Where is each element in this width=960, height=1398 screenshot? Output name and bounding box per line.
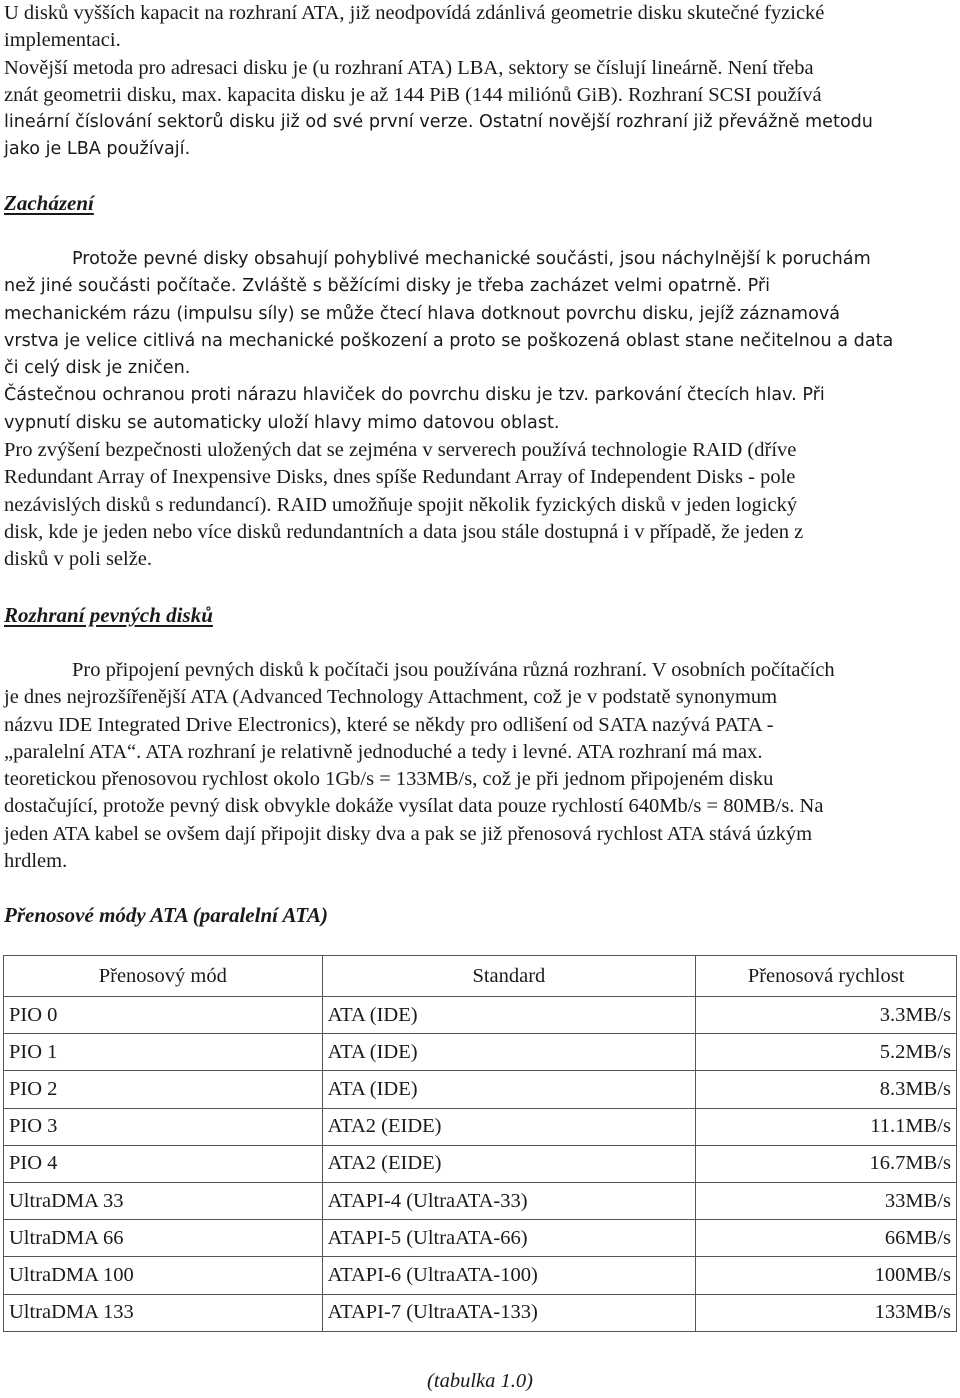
heading-handling: Zacházení xyxy=(4,191,94,215)
raid-line-5: disků v poli selže. xyxy=(4,548,153,571)
cell-mode: UltraDMA 33 xyxy=(4,1182,323,1219)
cell-standard: ATA2 (EIDE) xyxy=(322,1108,696,1145)
cell-mode: PIO 3 xyxy=(4,1108,323,1145)
cell-standard: ATAPI-6 (UltraATA-100) xyxy=(322,1257,696,1294)
intro-line-5: lineární číslování sektorů disku již od své první verze. Ostatní novější rozhraní již převážně metodu xyxy=(4,112,873,133)
cell-mode: UltraDMA 100 xyxy=(4,1257,323,1294)
intro-line-2: implementaci. xyxy=(4,29,121,52)
interfaces-line-2: je dnes nejrozšířenější ATA (Advanced Technology Attachment, což je v podstatě synonymum xyxy=(4,686,778,709)
table-row xyxy=(4,1108,957,1145)
cell-standard: ATAPI-4 (UltraATA-33) xyxy=(322,1182,696,1219)
intro-line-4: znát geometrii disku, max. kapacita disku je až 144 PiB (144 miliónů GiB). Rozhraní SCSI používá xyxy=(4,83,822,106)
table-caption: (tabulka 1.0) xyxy=(427,1370,533,1392)
table-row xyxy=(4,1257,957,1294)
heading-interfaces: Rozhraní pevných disků xyxy=(4,603,213,627)
header-standard: Standard xyxy=(322,956,696,997)
table-header-row xyxy=(4,956,957,997)
cell-mode: UltraDMA 66 xyxy=(4,1220,323,1257)
cell-standard: ATA (IDE) xyxy=(322,1034,696,1071)
raid-line-3: nezávislých disků s redundancí). RAID umožňuje spojit několik fyzických disků v jeden logický xyxy=(4,493,798,516)
handling-line-5: či celý disk je zničen. xyxy=(4,358,191,379)
table-row xyxy=(4,1220,957,1257)
raid-line-1: Pro zvýšení bezpečnosti uložených dat se zejména v serverech používá technologie RAID (dříve xyxy=(4,439,797,461)
handling-line-6: Částečnou ochranou proti nárazu hlaviček do povrchu disku je tzv. parkování čtecích hlav. Při xyxy=(4,385,825,406)
handling-line-7: vypnutí disku se automaticky uloží hlavy mimo datovou oblast. xyxy=(4,412,560,433)
intro-line-1: U disků vyšších kapacit na rozhraní ATA, již neodpovídá zdánlivá geometrie disku skutečné fyzické xyxy=(4,2,825,24)
raid-line-4: disk, kde je jeden nebo více disků redundantních a data jsou stále dostupná i v případě, že jeden z xyxy=(4,520,804,543)
cell-standard: ATAPI-5 (UltraATA-66) xyxy=(322,1220,696,1257)
cell-speed: 8.3MB/s xyxy=(696,1071,957,1108)
raid-paragraph xyxy=(4,437,956,573)
table-row xyxy=(4,1145,957,1182)
cell-speed: 66MB/s xyxy=(696,1220,957,1257)
handling-line-4: vrstva je velice citlivá na mechanické poškození a proto se poškozená oblast stane nečitelnou a data xyxy=(4,330,894,351)
handling-line-2: než jiné součásti počítače. Zvláště s běžícími disky je třeba zacházet velmi opatrně. Při xyxy=(4,276,770,297)
intro-line-6: jako je LBA používají. xyxy=(4,139,191,160)
header-mode: Přenosový mód xyxy=(4,956,323,997)
handling-line-3: mechanickém rázu (impulsu síly) se může čtecí hlava dotknout povrchu disku, jejíž záznamová xyxy=(4,303,841,324)
cell-mode: PIO 0 xyxy=(4,997,323,1034)
cell-mode: PIO 1 xyxy=(4,1034,323,1071)
interfaces-line-5: teoretickou přenosovou rychlost okolo 1Gb/s = 133MB/s, což je při jednom připojeném disku xyxy=(4,768,774,791)
cell-speed: 5.2MB/s xyxy=(696,1034,957,1071)
interfaces-line-6: dostačující, protože pevný disk obvykle dokáže vysílat data pouze rychlostí 640Mb/s = 80MB/s. Na xyxy=(4,795,824,818)
cell-speed: 33MB/s xyxy=(696,1182,957,1219)
handling-line-1: Protože pevné disky obsahují pohyblivé mechanické součásti, jsou náchylnější k poruchám xyxy=(72,249,871,269)
interfaces-line-7: jeden ATA kabel se ovšem dají připojit disky dva a pak se již přenosová rychlost ATA stává úzkým xyxy=(4,822,813,845)
header-speed: Přenosová rychlost xyxy=(696,956,957,997)
interfaces-paragraph xyxy=(4,657,956,875)
cell-speed: 3.3MB/s xyxy=(696,997,957,1034)
intro-paragraph xyxy=(4,0,956,164)
table-row xyxy=(4,1071,957,1108)
interfaces-line-3: názvu IDE Integrated Drive Electronics), které se někdy pro odlišení od SATA nazývá PATA - xyxy=(4,713,774,736)
table-row xyxy=(4,1182,957,1219)
transfer-modes-table xyxy=(3,955,957,1332)
table-row xyxy=(4,997,957,1034)
cell-standard: ATA (IDE) xyxy=(322,1071,696,1108)
cell-mode: UltraDMA 133 xyxy=(4,1294,323,1331)
handling-paragraph xyxy=(4,246,956,437)
interfaces-line-8: hrdlem. xyxy=(4,850,68,873)
cell-standard: ATAPI-7 (UltraATA-133) xyxy=(322,1294,696,1331)
raid-line-2: Redundant Array of Inexpensive Disks, dnes spíše Redundant Array of Independent Disks - pole xyxy=(4,466,796,489)
cell-speed: 16.7MB/s xyxy=(696,1145,957,1182)
cell-speed: 100MB/s xyxy=(696,1257,957,1294)
heading-modes: Přenosové módy ATA (paralelní ATA) xyxy=(4,903,328,927)
cell-speed: 133MB/s xyxy=(696,1294,957,1331)
table-row xyxy=(4,1294,957,1331)
cell-mode: PIO 2 xyxy=(4,1071,323,1108)
interfaces-line-1: Pro připojení pevných disků k počítači jsou používána různá rozhraní. V osobních počítačích xyxy=(72,659,835,681)
table-row xyxy=(4,1034,957,1071)
cell-speed: 11.1MB/s xyxy=(696,1108,957,1145)
interfaces-line-4: „paralelní ATA“. ATA rozhraní je relativně jednoduché a tedy i levné. ATA rozhraní má max. xyxy=(4,740,763,763)
intro-line-3: Novější metoda pro adresaci disku je (u rozhraní ATA) LBA, sektory se číslují lineárně. Není třeba xyxy=(4,56,814,79)
cell-mode: PIO 4 xyxy=(4,1145,323,1182)
cell-standard: ATA2 (EIDE) xyxy=(322,1145,696,1182)
cell-standard: ATA (IDE) xyxy=(322,997,696,1034)
